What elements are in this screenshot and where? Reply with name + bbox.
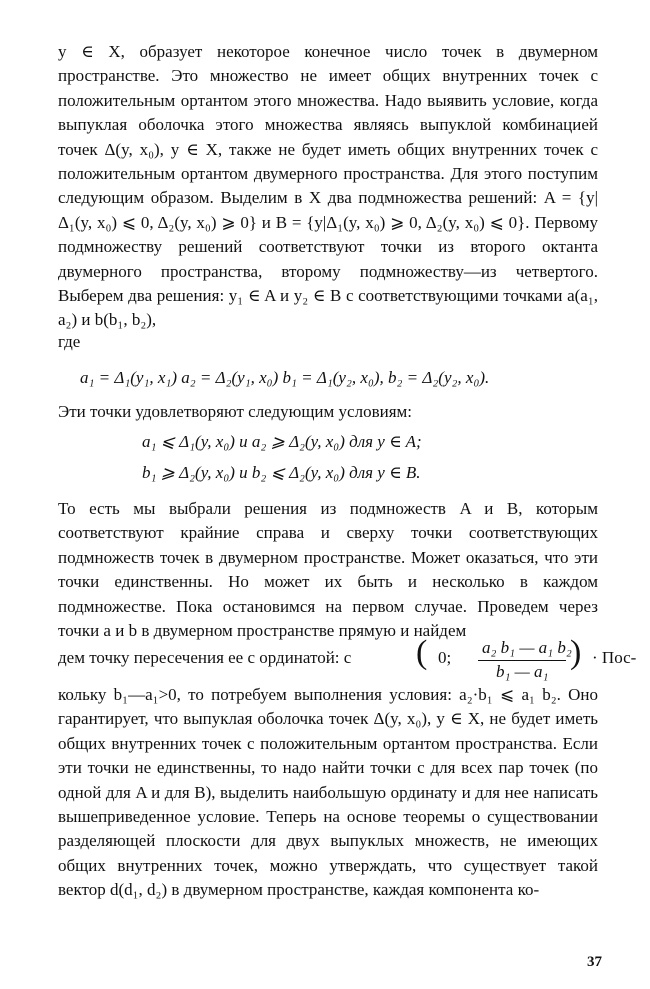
condition-a: a₁ ⩽ Δ₁(y, x₀) и a₂ ⩾ Δ₂(y, x₀) для y ∈ A;	[142, 432, 422, 451]
fraction-numerator: a₂ b₁ — a₁ b₂	[482, 638, 572, 657]
condition-b: b₁ ⩾ Δ₂(y, x₀) и b₂ ⩽ Δ₂(y, x₀) для y ∈ B.	[142, 463, 421, 482]
paragraph-3: кольку b₁—a₁>0, то потребуем выполнения условия: a₂·b₁ ⩽ a₁ b₂. Оно гарантирует, что выпуклая оболочка точек Δ(y, x₀), y ∈ X, не будет иметь общих внутренних точек с положительным ортантом пространства. Если эти точки не единственны, то надо найти точки c для всех пар точек (по одной для A и для B), выделить наибольшую ординату и для нее написать вышеприведенное условие. Теперь на основе теоремы о существовании разделяющей плоскости для двух выпуклых множеств, не имеющих общих внутренних точек, можно утверждать, что существует такой вектор d(d₁, d₂) в двумерном пространстве, каждая компонента ко-	[58, 685, 598, 900]
fraction-after: · Пос-	[592, 648, 637, 667]
conditions-intro: Эти точки удовлетворяют следующим условиям:	[58, 402, 412, 421]
c-line-text: дем точку пересечения ее с ординатой: c	[58, 648, 352, 667]
equation-1: a₁ = Δ₁(y₁, x₁) a₂ = Δ₂(y₁, x₀) b₁ = Δ₁(y₂, x₀), b₂ = Δ₂(y₂, x₀).	[80, 368, 490, 387]
page-number: 37	[587, 954, 602, 970]
where-label: где	[58, 332, 81, 351]
paragraph-2: То есть мы выбрали решения из подмножеств A и B, которым соответствуют крайние справа и сверху точки соответствующих подмножеств точек в двумерном пространстве. Может оказаться, что эти точки единственны. Но может их быть и несколько в каждом подмножестве. Пока остановимся на первом случае. Проведем через точки a и b в двумерном пространстве прямую и найдем	[58, 499, 598, 641]
fraction-denominator: b₁ — a₁	[496, 662, 549, 681]
open-paren: (	[416, 634, 428, 671]
fraction-bar	[478, 660, 566, 661]
close-paren: )	[570, 634, 582, 671]
fraction-zero: 0;	[438, 648, 452, 667]
paragraph-1: y ∈ X, образует некоторое конечное число точек в двумерном пространстве. Это множество не имеет общих внутренних точек с положительным ортантом этого множества. Надо выявить условие, когда выпуклая оболочка этого множества являясь выпуклой комбинацией точек Δ(y, x₀), y ∈ X, также не будет иметь общих внутренних точек с положительным ортантом двумерного пространства. Для этого поступим следующим образом. Выделим в X два подмножества решений: A = {y|Δ₁(y, x₀) ⩽ 0, Δ₂(y, x₀) ⩾ 0} и B = {y|Δ₁(y, x₀) ⩾ 0, Δ₂(y, x₀) ⩽ 0}. Первому подмножеству решений соответствуют точки из второго октанта двумерного пространства, второму подмножеству—из четвертого. Выберем два решения: y₁ ∈ A и y₂ ∈ B с соответствующими точками a(a₁, a₂) и b(b₁, b₂),	[58, 42, 598, 330]
c-fraction	[416, 634, 637, 688]
